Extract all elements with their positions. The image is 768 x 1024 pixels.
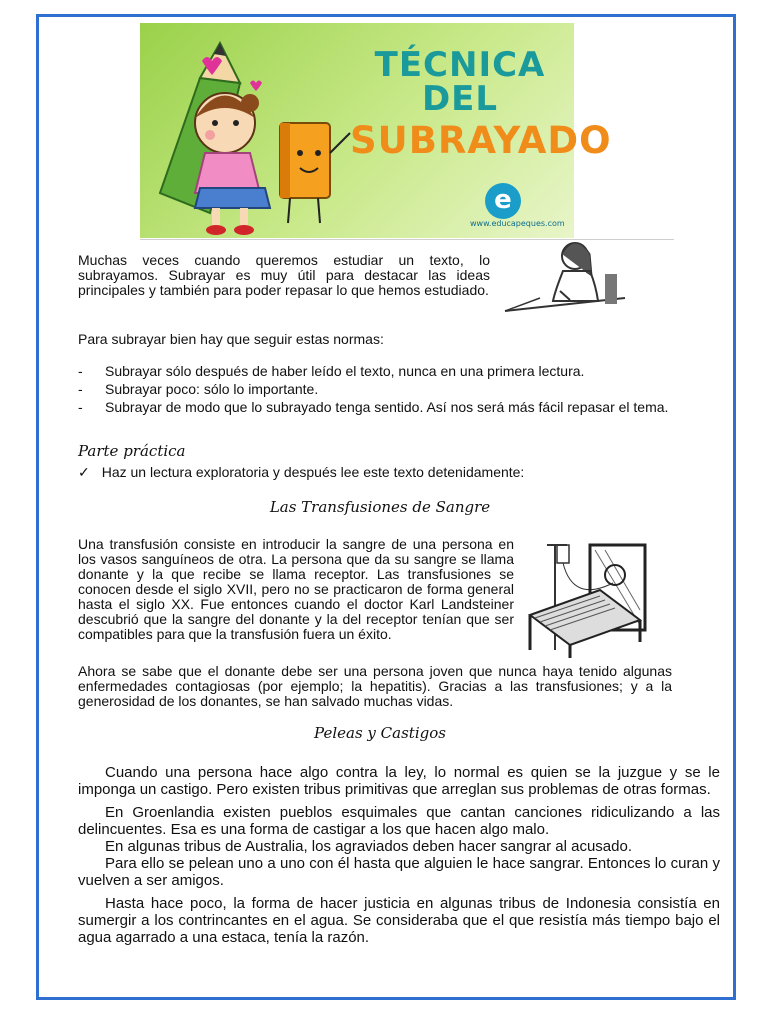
peleas-story <box>78 764 720 950</box>
list-item-text: Subrayar poco: sólo lo importante. <box>105 381 319 397</box>
transfusion-paragraph-2: Ahora se sabe que el donante debe ser una persona joven que nunca haya tenido algunas enfermedades contagiosas (por ejemplo; la hepatitis). Gracias a las transfusiones; y a la generosidad de los donantes, se han salvado muchas vidas. <box>78 663 672 709</box>
list-item <box>78 364 674 379</box>
transfusion-paragraph-1: Una transfusión consiste en introducir la sangre de una persona en los vasos sanguíneos de otra. La persona que da su sangre se llama donante y la que recibe se llama receptor. Las transfusiones se conocen desde el siglo XVII, pero no se practicaron de forma general hasta el siglo XX. Fue entonces cuando el doctor Karl Landsteiner descubrió que la sangre del donante y la del receptor tenían que ser compatibles para que la transfusión fuera un éxito. <box>78 536 514 642</box>
practice-heading: Parte práctica <box>78 442 186 460</box>
intro-paragraph-2: Para subrayar bien hay que seguir estas normas: <box>78 331 384 347</box>
practice-instruction <box>78 464 524 481</box>
checkmark-icon: ✓ <box>78 464 90 480</box>
studying-girl-illustration <box>500 236 630 316</box>
educapeques-logo: e <box>485 183 521 219</box>
logo-url-text: www.educapeques.com <box>470 219 565 228</box>
banner-title-line2: SUBRAYADO <box>350 119 612 162</box>
instruction-text: Haz un lectura exploratoria y después lee este texto detenidamente: <box>101 464 525 480</box>
list-item <box>78 382 674 397</box>
list-item <box>78 400 674 415</box>
hospital-bed-illustration <box>525 530 655 660</box>
list-item-text: Subrayar de modo que lo subrayado tenga sentido. Así nos será más fácil repasar el tema. <box>105 399 669 415</box>
story-paragraph: Hasta hace poco, la forma de hacer justicia en algunas tribus de Indonesia consistía en sumergir a los contrincantes en el agua. Se consideraba que el que resistía más tiempo bajo el agua agarrado a una estaca, tenía la razón. <box>78 895 720 946</box>
list-bullet: - <box>78 381 83 397</box>
story-paragraph: En Groenlandia existen pueblos esquimales que cantan canciones ridiculizando a las delincuentes. Esa es una forma de castigar a los que hacen algo malo. <box>78 804 720 838</box>
transfusion-title: Las Transfusiones de Sangre <box>269 498 491 516</box>
list-bullet: - <box>78 399 83 415</box>
list-item-text: Subrayar sólo después de haber leído el texto, nunca en una primera lectura. <box>105 363 585 379</box>
intro-paragraph-1: Muchas veces cuando queremos estudiar un texto, lo subrayamos. Subrayar es muy útil para destacar las ideas principales y también para poder repasar lo que hemos estudiado. <box>78 252 490 298</box>
list-bullet: - <box>78 363 83 379</box>
rules-list <box>78 364 674 418</box>
story-paragraph: En algunas tribus de Australia, los agraviados deben hacer sangrar al acusado. <box>105 838 632 855</box>
title-banner <box>140 23 612 238</box>
banner-title-line1: TÉCNICA DEL <box>374 45 546 119</box>
story-paragraph: Para ello se pelean uno a uno con él hasta que alguien le hace sangrar. Entonces lo curan y vuelven a ser amigos. <box>78 855 720 889</box>
peleas-title: Peleas y Castigos <box>314 724 446 742</box>
story-paragraph: Cuando una persona hace algo contra la ley, lo normal es quien se la juzgue y se le imponga un castigo. Pero existen tribus primitivas que arreglan sus problemas de otras formas. <box>78 764 720 798</box>
banner-title <box>350 45 612 162</box>
pencil-girl-book-illustration <box>140 23 370 238</box>
